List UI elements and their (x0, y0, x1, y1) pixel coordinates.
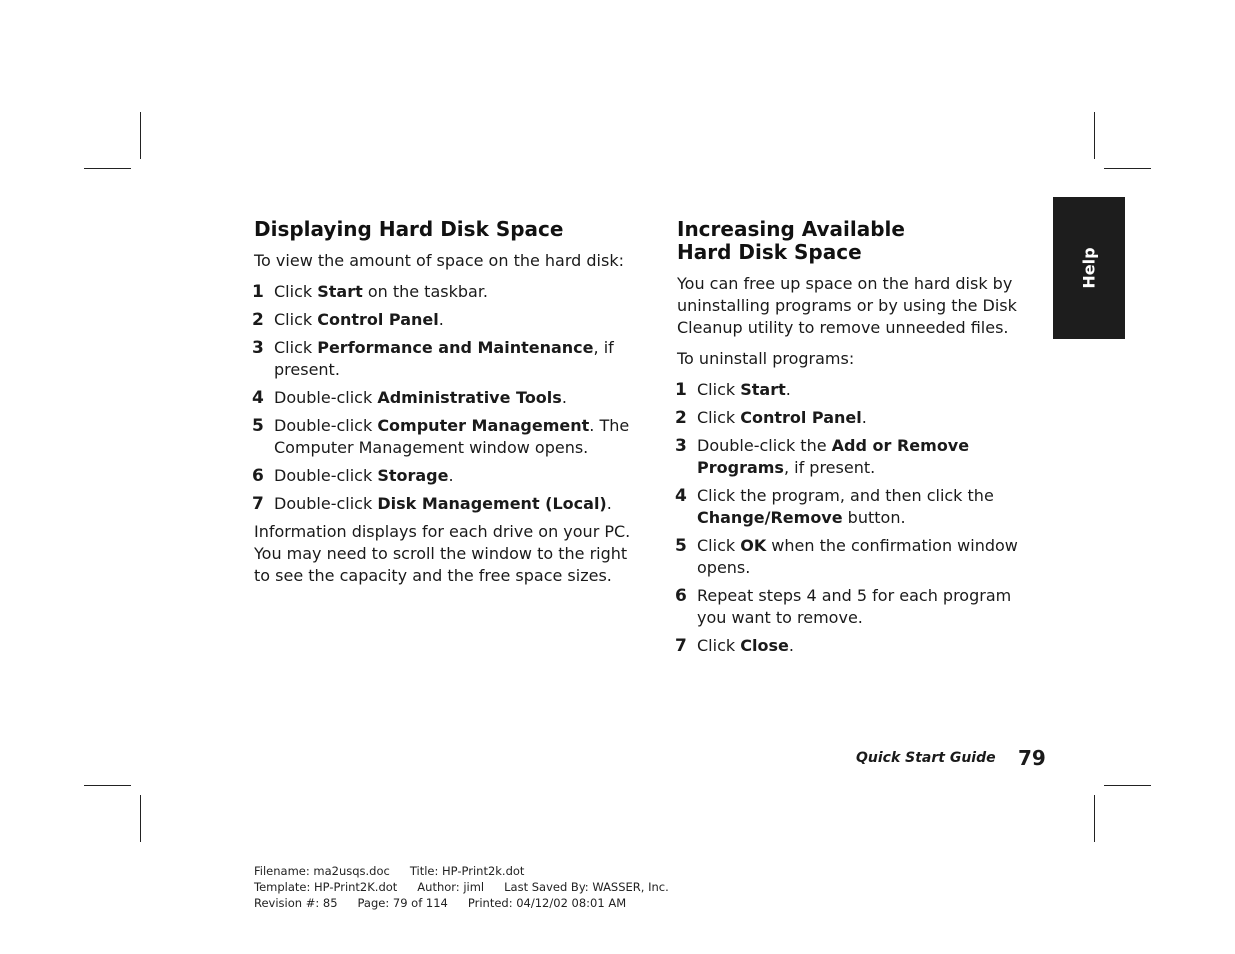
step-number: 3 (675, 436, 687, 456)
crop-mark (84, 168, 131, 169)
step-number: 1 (675, 380, 687, 400)
crop-mark (1104, 785, 1151, 786)
right-column (677, 218, 1037, 663)
document-metadata (254, 863, 689, 911)
page-number: 79 (1018, 746, 1046, 770)
intro-text: You can free up space on the hard disk by uninstalling programs or by using the Disk Cleanup utility to remove unneeded files. (677, 274, 1017, 337)
step-number: 5 (675, 536, 687, 556)
crop-mark (84, 785, 131, 786)
printed-text: Printed: 04/12/02 08:01 AM (467, 896, 627, 910)
filename-text: Filename: ma2usqs.doc (254, 864, 390, 878)
metadata-row (254, 879, 689, 895)
step-number: 2 (675, 408, 687, 428)
step-item: 1 Click Start on the taskbar. (252, 282, 489, 302)
metadata-row (254, 895, 689, 911)
step-number: 7 (675, 636, 687, 656)
step-item: 3 Click Performance and Maintenance, if present. (252, 338, 614, 379)
step-number: 4 (675, 486, 687, 506)
template-text: Template: HP-Print2K.dot (254, 880, 398, 894)
crop-mark (1104, 168, 1151, 169)
guide-title: Quick Start Guide (856, 750, 996, 766)
metadata-row (254, 863, 689, 879)
step-item: 1 Click Start. (675, 380, 791, 400)
step-number: 6 (252, 466, 264, 486)
left-column (254, 218, 634, 596)
revision-text: Revision #: 85 (254, 896, 338, 910)
step-number: 1 (252, 282, 264, 302)
step-item: 5 Click OK when the confirmation window opens. (675, 536, 1018, 577)
page-count-text: Page: 79 of 114 (357, 896, 448, 910)
title-text: Title: HP-Print2k.dot (409, 864, 525, 878)
help-side-tab (1053, 197, 1125, 339)
step-number: 5 (252, 416, 264, 436)
step-item: 3 Double-click the Add or Remove Programs, if present. (675, 436, 970, 477)
step-item: 4 Click the program, and then click the Change/Remove button. (675, 486, 994, 527)
crop-mark (1094, 795, 1095, 842)
step-item: 5 Double-click Computer Management. The Computer Management window opens. (252, 416, 630, 457)
crop-mark (1094, 112, 1095, 159)
heading-line: Hard Disk Space (677, 240, 862, 264)
step-item: 2 Click Control Panel. (252, 310, 444, 330)
step-item: 6 Double-click Storage. (252, 466, 454, 486)
step-number: 7 (252, 494, 264, 514)
author-text: Author: jiml (417, 880, 485, 894)
step-number: 2 (252, 310, 264, 330)
heading-line: Increasing Available (677, 217, 905, 241)
section-heading: Displaying Hard Disk Space (254, 217, 564, 241)
step-item: 6 Repeat steps 4 and 5 for each program you want to remove. (675, 586, 1012, 627)
help-tab-label: Help (1079, 247, 1099, 289)
step-item: 2 Click Control Panel. (675, 408, 867, 428)
outro-text: Information displays for each drive on your PC. You may need to scroll the window to the right to see the capacity and the free space sizes. (254, 522, 631, 585)
step-number: 4 (252, 388, 264, 408)
step-item: 7 Double-click Disk Management (Local). (252, 494, 612, 514)
crop-mark (140, 112, 141, 159)
step-item: 7 Click Close. (675, 636, 794, 656)
step-item: 4 Double-click Administrative Tools. (252, 388, 567, 408)
intro-text: To view the amount of space on the hard disk: (254, 251, 624, 270)
sub-intro-text: To uninstall programs: (677, 349, 855, 368)
step-number: 6 (675, 586, 687, 606)
section-heading (677, 218, 1037, 264)
last-saved-text: Last Saved By: WASSER, Inc. (504, 880, 669, 894)
step-number: 3 (252, 338, 264, 358)
crop-mark (140, 795, 141, 842)
steps-list (254, 281, 634, 515)
steps-list (677, 379, 1037, 657)
